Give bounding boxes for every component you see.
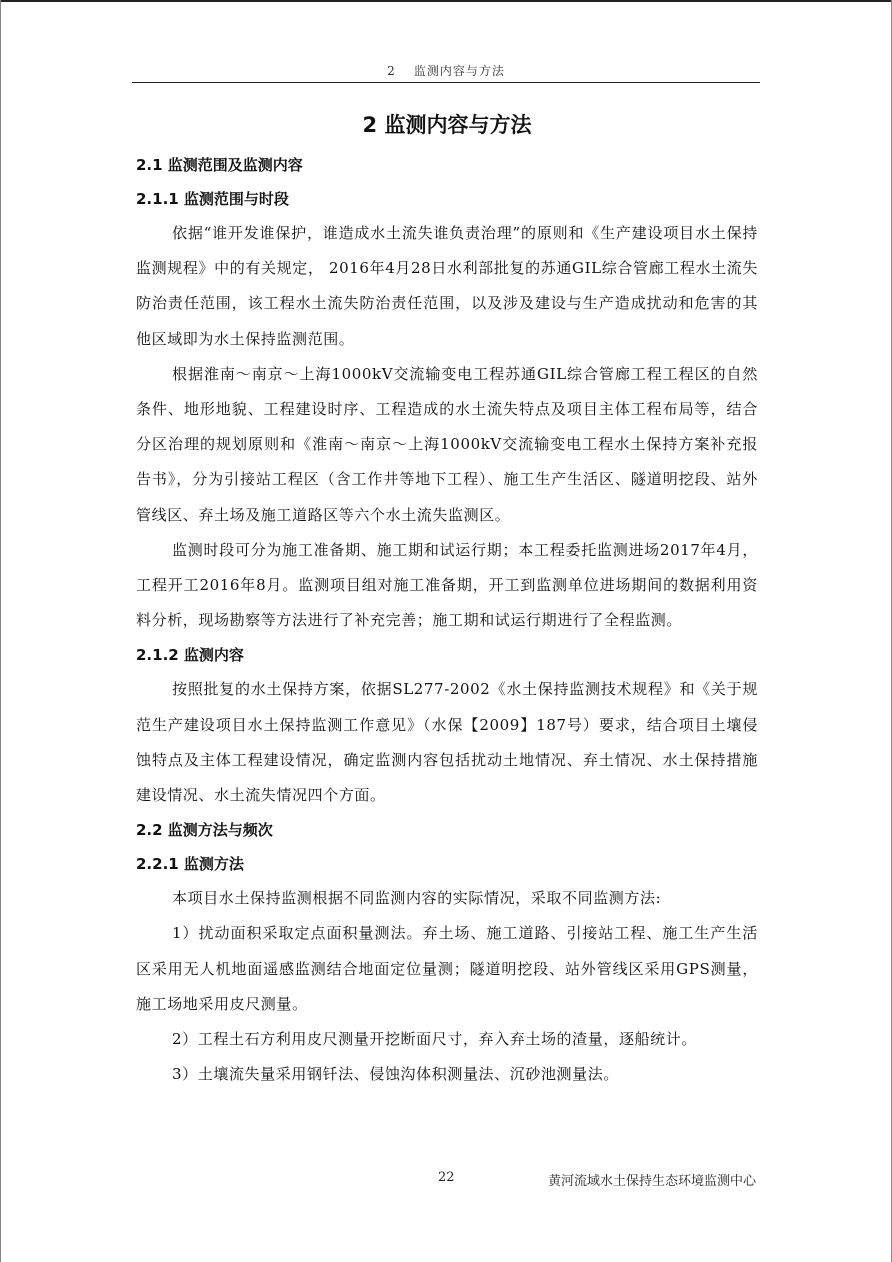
page-top-border	[0, 0, 892, 2]
running-header-chapter-title: 监测内容与方法	[413, 64, 505, 78]
footer-page-number: 22	[438, 1170, 455, 1185]
section-heading-2-1-2: 2.1.2 监测内容	[136, 646, 244, 665]
paragraph-methods-intro: 本项目水土保持监测根据不同监测内容的实际情况，采取不同监测方法:	[172, 889, 662, 908]
section-heading-2-2: 2.2 监测方法与频次	[136, 821, 273, 840]
running-header-chapter-number: 2	[387, 64, 396, 78]
paragraph-method-1: 1）扰动面积采取定点面积量测法。弃土场、施工道路、引接站工程、施工生产生活区采用无人机地面遥感监测结合地面定位量测；隧道明挖段、站外管线区采用GPS测量，施工场地采用皮尺测量。	[136, 924, 758, 1013]
paragraph-monitoring-zones: 根据淮南～南京～上海1000kV交流输变电工程苏通GIL综合管廊工程工程区的自然条件、地形地貌、工程建设时序、工程造成的水土流失特点及项目主体工程布局等，结合分区治理的规划原则和《淮南～南京～上海1000kV交流输变电工程水土保持方案补充报告书》，分为引接站工程区（含工作井等地下工程）、施工生产生活区、隧道明挖段、站外管线区、弃土场及施工道路区等六个水土流失监测区。	[136, 364, 758, 524]
section-heading-2-2-1: 2.2.1 监测方法	[136, 855, 244, 874]
section-heading-2-1-1: 2.1.1 监测范围与时段	[136, 190, 289, 208]
page-content	[136, 108, 758, 1092]
chapter-title: 2 监测内容与方法	[362, 113, 532, 137]
paragraph-method-2: 2）工程土石方利用皮尺测量开挖断面尺寸，弃入弃土场的渣量，逐船统计。	[172, 1030, 697, 1049]
paragraph-monitoring-content: 按照批复的水土保持方案，依据SL277-2002《水土保持监测技术规程》和《关于规范生产建设项目水土保持监测工作意见》（水保【2009】187号）要求，结合项目土壤侵蚀特点及主体工程建设情况，确定监测内容包括扰动土地情况、弃土情况、水土保持措施建设情况、水土流失情况四个方面。	[136, 680, 758, 805]
section-heading-2-1: 2.1 监测范围及监测内容	[136, 156, 303, 174]
page-left-border	[0, 0, 1, 1262]
paragraph-method-3: 3）土壤流失量采用钢钎法、侵蚀沟体积测量法、沉砂池测量法。	[172, 1065, 619, 1084]
running-header	[132, 62, 760, 79]
paragraph-monitoring-period: 监测时段可分为施工准备期、施工期和试运行期；本工程委托监测进场2017年4月，工程开工2016年8月。监测项目组对施工准备期，开工到监测单位进场期间的数据利用资料分析，现场勘察等方法进行了补充完善；施工期和试运行期进行了全程监测。	[136, 540, 758, 630]
header-rule	[132, 82, 760, 83]
paragraph-monitoring-scope: 依据“谁开发谁保护，谁造成水土流失谁负责治理”的原则和《生产建设项目水土保持监测规程》中的有关规定， 2016年4月28日水利部批复的苏通GIL综合管廊工程水土流失防治责任范围，该工程水土流失防治责任范围，以及涉及建设与生产造成扰动和危害的其他区域即为水土保持监测范围。	[136, 224, 758, 348]
footer-organization: 黄河流域水土保持生态环境监测中心	[547, 1174, 756, 1189]
